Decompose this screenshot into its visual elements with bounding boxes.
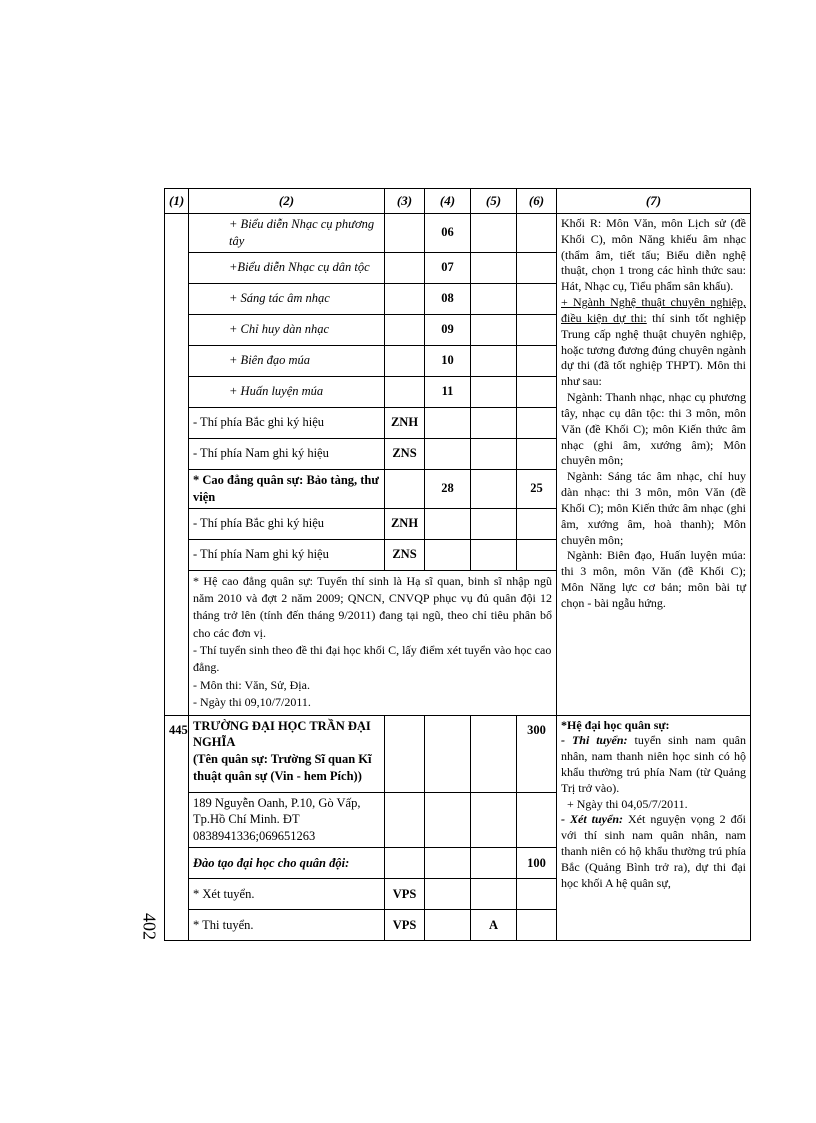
col4-cell: [425, 407, 471, 438]
col6-cell: [517, 508, 557, 539]
xet-tuyen-text: Xét nguyện vọng 2 đối với thí sinh nam quân nhân, nam thanh niên có hộ khẩu thường trú phía Bắc (Quảng Bình trở ra), dự thi đại học khối A hệ quân sự,: [561, 812, 746, 890]
col4-cell: 07: [425, 252, 471, 283]
col4-cell: 28: [425, 469, 471, 508]
program-name: - Thí phía Bắc ghi ký hiệu: [189, 407, 385, 438]
thi-tuyen-text: tuyển sinh nam quân nhân, nam thanh niên học sinh có hộ khẩu thường trú phía Nam (từ Quảng Trị trở vào).: [561, 733, 746, 795]
xet-tuyen-para: [561, 812, 746, 891]
col6-cell: [517, 438, 557, 469]
school-address: 189 Nguyễn Oanh, P.10, Gò Vấp, Tp.Hồ Chí Minh. ĐT 0838941336;069651263: [189, 792, 385, 848]
page-number: 402: [139, 913, 160, 940]
col4-cell: 06: [425, 214, 471, 253]
col4-cell: [425, 848, 471, 879]
notes-line-2: - Thí tuyển sinh theo đề thi đại học khối C, lấy điểm xét tuyển vào học cao đẳng.: [193, 643, 552, 675]
col6-cell: 25: [517, 469, 557, 508]
program-name: + Biên đạo múa: [189, 345, 385, 376]
notes-para-5: Ngành: Biên đạo, Huấn luyện múa: thi 3 môn, môn Văn (đề Khối C); Môn Năng lực cơ bản; môn bài tự chọn - bài ngẫu hứng.: [561, 548, 746, 610]
col4-cell: [425, 910, 471, 941]
header-col-4: (4): [425, 189, 471, 214]
notes-para-1: Khối R: Môn Văn, môn Lịch sử (đề Khối C), môn Năng khiếu âm nhạc (thẩm âm, tiết tấu; Biểu diễn nghệ thuật, chọn 1 trong các hình thức sau: Hát, Nhạc cụ, Tiểu phẩm sân khấu).: [561, 216, 746, 294]
notes-para-2-rest: thí sinh tốt nghiệp Trung cấp nghệ thuật chuyên nghiệp, hoặc tương đương đúng chuyên ngành dự thi (đã tốt nghiệp THPT). Môn thi như sau:: [561, 310, 747, 389]
school-admission-notes: [557, 715, 751, 941]
program-name: + Biểu diễn Nhạc cụ phương tây: [189, 214, 385, 253]
notes-para-2: [561, 295, 746, 390]
col5-cell: A: [471, 910, 517, 941]
header-col-6: (6): [517, 189, 557, 214]
table-row: [165, 214, 751, 253]
col4-cell: [425, 792, 471, 848]
code-cell: ZNH: [385, 508, 425, 539]
thi-tuyen-label: - Thi tuyển:: [561, 733, 628, 748]
col6-cell: [517, 214, 557, 253]
program-name: + Huấn luyện múa: [189, 376, 385, 407]
col5-cell: [471, 879, 517, 910]
header-col-3: (3): [385, 189, 425, 214]
header-col-7: (7): [557, 189, 751, 214]
col5-cell: [471, 314, 517, 345]
col6-cell: [517, 910, 557, 941]
col5-cell: [471, 792, 517, 848]
col6-cell: [517, 792, 557, 848]
code-cell: ZNS: [385, 539, 425, 570]
school-quota: 300: [517, 715, 557, 792]
col5-cell: [471, 438, 517, 469]
code-cell: VPS: [385, 879, 425, 910]
col4-cell: 09: [425, 314, 471, 345]
school-index: 445: [165, 715, 189, 941]
header-col-1: (1): [165, 189, 189, 214]
col5-cell: [471, 214, 517, 253]
code-cell: ZNS: [385, 438, 425, 469]
notes-line-1: * Hệ cao đẳng quân sự: Tuyển thí sinh là Hạ sĩ quan, binh sĩ nhập ngũ năm 2010 và đợt 2 năm 2009; QNCN, CNVQP phục vụ đủ quân đội 12 tháng trở lên (tính đến tháng 9/2011) đang tại ngũ, theo chỉ tiêu phân bổ cho các đơn vị.: [193, 573, 552, 640]
header-row: [165, 189, 751, 214]
code-cell: [385, 314, 425, 345]
col5-cell: [471, 252, 517, 283]
col5-cell: [471, 407, 517, 438]
notes-title: *Hệ đại học quân sự:: [561, 717, 670, 732]
code-cell: [385, 792, 425, 848]
code-cell: [385, 214, 425, 253]
col4-cell: 08: [425, 283, 471, 314]
exam-date: + Ngày thi 04,05/7/2011.: [567, 796, 688, 811]
xet-tuyen-label: - Xét tuyển:: [561, 812, 623, 827]
col5-cell: [471, 848, 517, 879]
header-col-5: (5): [471, 189, 517, 214]
training-label: Đào tạo đại học cho quân đội:: [189, 848, 385, 879]
col5-cell: [471, 539, 517, 570]
code-cell: [385, 848, 425, 879]
code-cell: VPS: [385, 910, 425, 941]
col5-cell: [471, 469, 517, 508]
col6-cell: [517, 345, 557, 376]
col6-cell: [517, 314, 557, 345]
program-name: + Chỉ huy dàn nhạc: [189, 314, 385, 345]
school-row: [165, 715, 751, 792]
col6-cell: [517, 376, 557, 407]
index-cell-empty: [165, 214, 189, 716]
col6-cell: [517, 879, 557, 910]
code-cell: [385, 469, 425, 508]
notes-line-3: - Môn thi: Văn, Sử, Địa.: [193, 677, 310, 692]
training-quota: 100: [517, 848, 557, 879]
program-name: - Thí phía Bắc ghi ký hiệu: [189, 508, 385, 539]
col4-cell: [425, 879, 471, 910]
col5-cell: [471, 376, 517, 407]
col4-cell: [425, 539, 471, 570]
school-name: TRƯỜNG ĐẠI HỌC TRẦN ĐẠI NGHĨA: [193, 718, 371, 750]
col4-cell: [425, 715, 471, 792]
cao-dang-notes: [189, 570, 557, 715]
notes-para-3: Ngành: Thanh nhạc, nhạc cụ phương tây, nhạc cụ dân tộc: thi 3 môn, môn Văn (đề Khối C); môn Kiến thức âm nhạc (ghi âm, xướng âm); Môn chuyên môn;: [561, 390, 746, 468]
col6-cell: [517, 539, 557, 570]
col5-cell: [471, 508, 517, 539]
code-cell: ZNH: [385, 407, 425, 438]
requirements-notes: [557, 214, 751, 716]
admissions-table: [164, 188, 751, 941]
col4-cell: 11: [425, 376, 471, 407]
col4-cell: [425, 508, 471, 539]
code-cell: [385, 345, 425, 376]
col5-cell: [471, 715, 517, 792]
code-cell: [385, 252, 425, 283]
col5-cell: [471, 345, 517, 376]
school-name-cell: [189, 715, 385, 792]
program-name: * Cao đẳng quân sự: Bảo tàng, thư viện: [189, 469, 385, 508]
col5-cell: [471, 283, 517, 314]
notes-para-2-underlined: + Ngành Nghệ thuật chuyên nghiệp, điều kiện dự thi:: [561, 295, 746, 325]
program-name: +Biểu diễn Nhạc cụ dân tộc: [189, 252, 385, 283]
code-cell: [385, 283, 425, 314]
program-name: - Thí phía Nam ghi ký hiệu: [189, 438, 385, 469]
notes-line-4: - Ngày thi 09,10/7/2011.: [193, 695, 311, 710]
code-cell: [385, 376, 425, 407]
thi-tuyen-para: [561, 733, 746, 796]
notes-para-4: Ngành: Sáng tác âm nhạc, chỉ huy dàn nhạc: thi 3 môn, môn Văn (đề Khối C); môn Kiến thức âm nhạc (ghi âm, xướng âm, hoà thanh); Môn chuyên môn;: [561, 469, 746, 547]
school-military-name: (Tên quân sự: Trường Sĩ quan Kĩ thuật quân sự (Vin - hem Pích)): [193, 752, 372, 784]
col6-cell: [517, 252, 557, 283]
code-cell: [385, 715, 425, 792]
program-name: + Sáng tác âm nhạc: [189, 283, 385, 314]
col4-cell: [425, 438, 471, 469]
program-name: * Thi tuyển.: [189, 910, 385, 941]
header-col-2: (2): [189, 189, 385, 214]
col4-cell: 10: [425, 345, 471, 376]
program-name: * Xét tuyển.: [189, 879, 385, 910]
program-name: - Thí phía Nam ghi ký hiệu: [189, 539, 385, 570]
col6-cell: [517, 283, 557, 314]
col6-cell: [517, 407, 557, 438]
